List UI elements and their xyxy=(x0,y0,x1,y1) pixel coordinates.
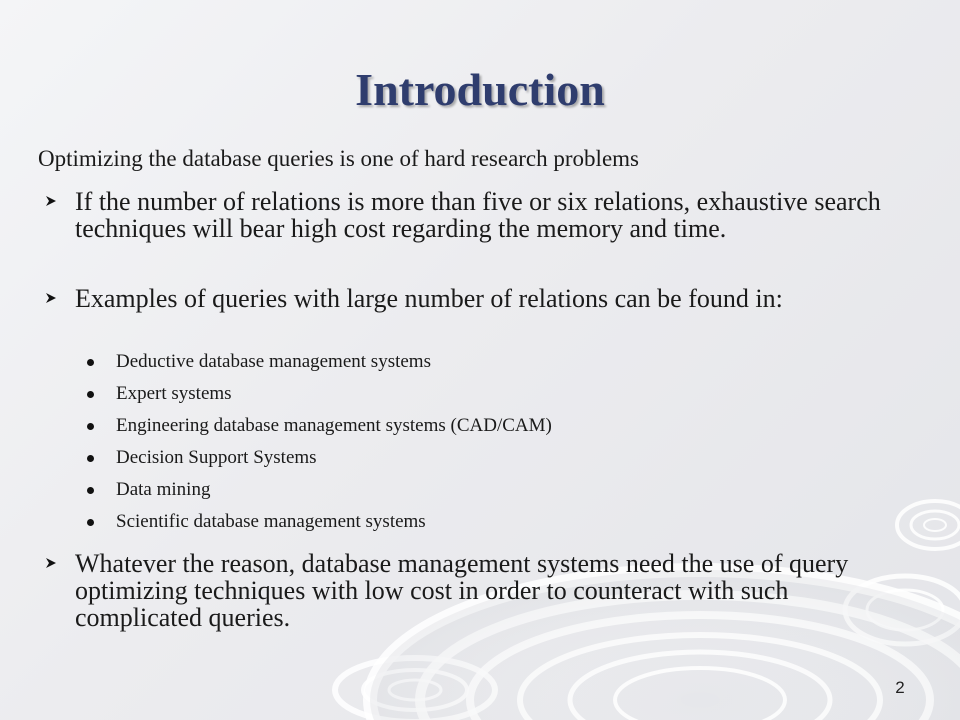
arrowhead-bullet-icon xyxy=(45,557,57,569)
sub-bullet-item xyxy=(116,378,876,410)
arrowhead-bullet-icon xyxy=(45,292,57,304)
arrowhead-bullet-icon xyxy=(45,195,57,207)
sub-bullet-item xyxy=(116,410,876,442)
sub-bullet-item xyxy=(116,346,876,378)
sub-bullet-text: Scientific database management systems xyxy=(116,511,426,532)
intro-line: Optimizing the database queries is one of hard research problems xyxy=(38,146,639,171)
round-dot-icon xyxy=(87,391,94,398)
bullet-item xyxy=(75,188,920,242)
bullet-item xyxy=(75,550,920,631)
sub-bullet-text: Deductive database management systems xyxy=(116,351,431,372)
sub-bullet-item xyxy=(116,474,876,506)
bullet-item xyxy=(75,285,920,312)
sub-bullet-text: Decision Support Systems xyxy=(116,447,317,468)
round-dot-icon xyxy=(87,519,94,526)
sub-bullet-list xyxy=(116,346,876,538)
page-number: 2 xyxy=(895,678,905,697)
bullet-text: Whatever the reason, database management systems need the use of query optimizing techniques with low cost in order to counteract with such complicated queries. xyxy=(75,549,849,632)
round-dot-icon xyxy=(87,359,94,366)
sub-bullet-text: Engineering database management systems (CAD/CAM) xyxy=(116,415,552,436)
bullet-text: Examples of queries with large number of relations can be found in: xyxy=(75,284,783,313)
bullet-text: If the number of relations is more than five or six relations, exhaustive search techniques will bear high cost regarding the memory and time. xyxy=(75,187,881,243)
sub-bullet-text: Data mining xyxy=(116,479,211,500)
sub-bullet-item xyxy=(116,442,876,474)
slide-title: Introduction xyxy=(355,64,605,115)
round-dot-icon xyxy=(87,487,94,494)
sub-bullet-item xyxy=(116,506,876,538)
sub-bullet-text: Expert systems xyxy=(116,383,232,404)
round-dot-icon xyxy=(87,455,94,462)
round-dot-icon xyxy=(87,423,94,430)
